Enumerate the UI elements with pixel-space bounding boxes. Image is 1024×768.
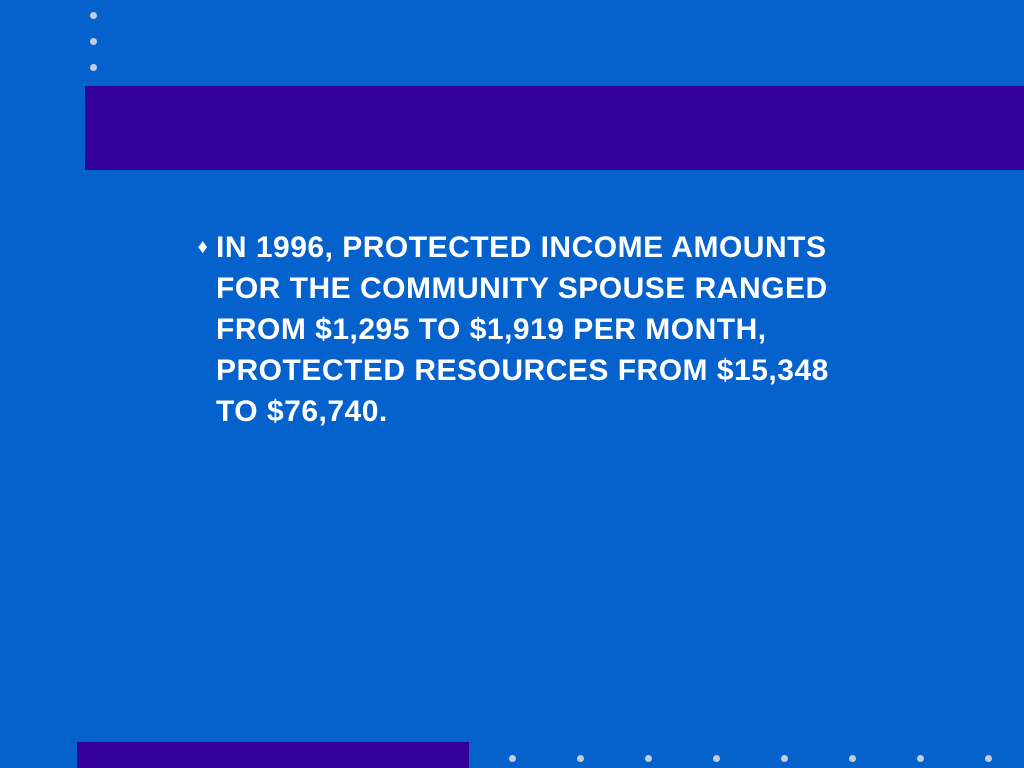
footer-band	[77, 742, 469, 768]
decor-dot-bottom-3	[645, 755, 652, 762]
decor-dot-bottom-5	[781, 755, 788, 762]
decor-dot-top-1	[90, 12, 97, 19]
bullet-text: IN 1996, PROTECTED INCOME AMOUNTS FOR THE COMMUNITY SPOUSE RANGED FROM $1,295 TO $1,919 PER MONTH, PROTECTED RESOURCES FROM $15,348 TO $76,740.	[216, 231, 829, 428]
title-band	[85, 86, 1024, 170]
diamond-bullet-icon: ♦	[197, 236, 209, 258]
decor-dot-bottom-2	[577, 755, 584, 762]
decor-dot-bottom-1	[509, 755, 516, 762]
decor-dot-top-3	[90, 64, 97, 71]
decor-dot-bottom-4	[713, 755, 720, 762]
decor-dot-bottom-7	[917, 755, 924, 762]
slide-body	[190, 227, 870, 432]
decor-dot-bottom-6	[849, 755, 856, 762]
decor-dot-bottom-8	[985, 755, 992, 762]
bullet-item	[190, 227, 870, 432]
decor-dot-top-2	[90, 38, 97, 45]
